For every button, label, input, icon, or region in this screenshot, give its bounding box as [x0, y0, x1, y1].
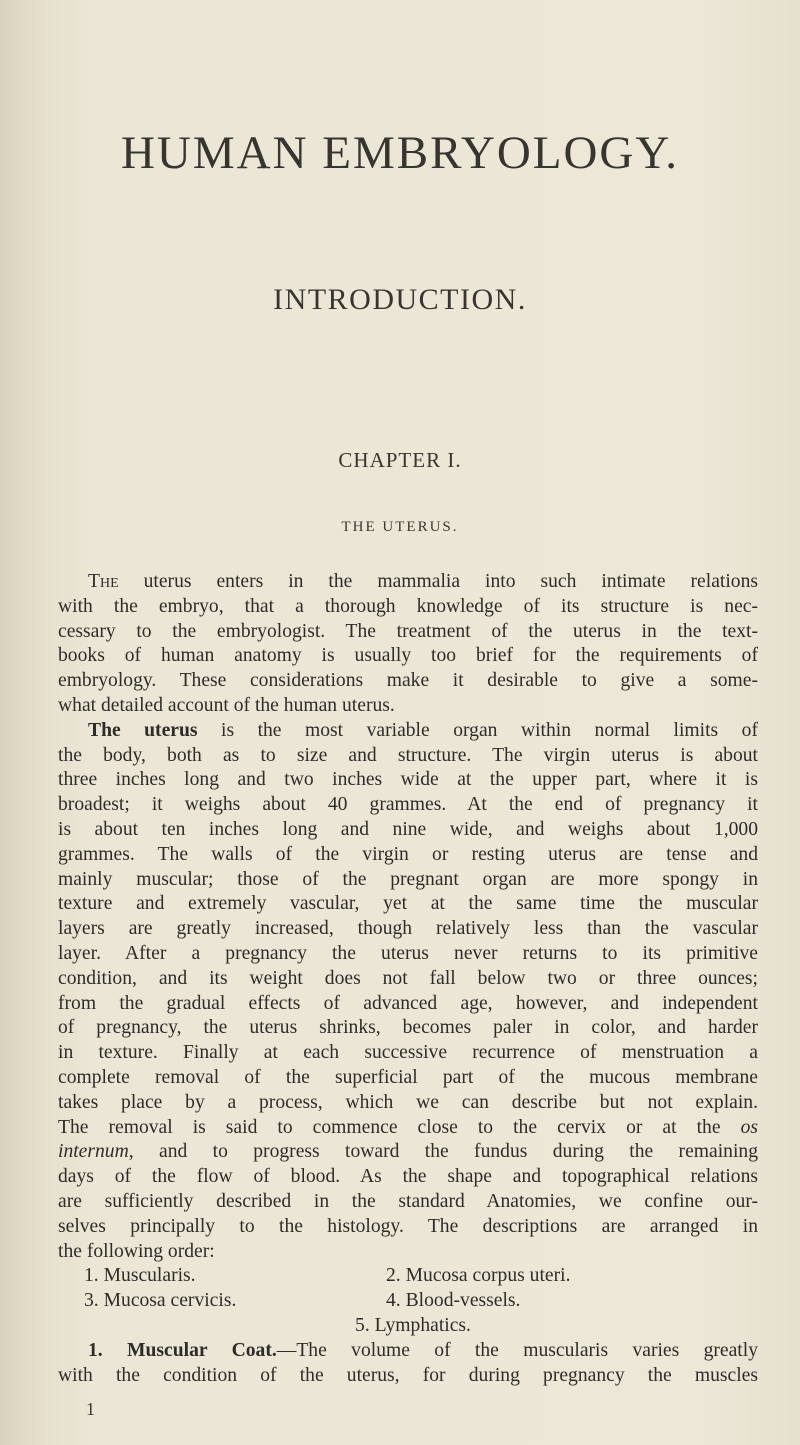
book-title: HUMAN EMBRYOLOGY. [120, 127, 680, 179]
paragraph-line: is about ten inches long and nine wide, and weighs about 1,000 [58, 818, 758, 840]
paragraph-line: embryology. These considerations make it desirable to give a some- [58, 670, 758, 692]
italic-term: internum [58, 1141, 129, 1163]
italic-term: os [740, 1116, 758, 1138]
paragraph-line: in texture. Finally at each successive recurrence of menstruation a [58, 1042, 758, 1064]
paragraph-line: layer. After a pregnancy the uterus never returns to its primitive [58, 942, 758, 964]
paragraph-line: books of human anatomy is usually too brief for the requirements of [58, 645, 758, 667]
page-number: 1 [86, 1399, 95, 1419]
paragraph-line: The uterus enters in the mammalia into such intimate relations [88, 571, 758, 592]
paragraph-lead: The uterus [88, 719, 198, 741]
paragraph-line: layers are greatly increased, though relatively less than the vascular [58, 918, 758, 940]
paragraph-line: of pregnancy, the uterus shrinks, becomes paler in color, and harder [58, 1017, 758, 1039]
list-item: 2. Mucosa corpus uteri. [386, 1265, 571, 1287]
list-row [58, 1289, 758, 1314]
paragraph-line: are sufficiently described in the standard Anatomies, we confine our- [58, 1190, 758, 1212]
paragraph-line: internum, and to progress toward the fundus during the remaining [58, 1141, 758, 1163]
paragraph-line: with the condition of the uterus, for during pregnancy the muscles [58, 1364, 758, 1386]
paragraph-line: what detailed account of the human uterus. [58, 694, 395, 716]
body-text [58, 570, 758, 1388]
paragraph-line: The removal is said to commence close to the cervix or at the os [58, 1116, 758, 1138]
paragraph-line: with the embryo, that a thorough knowledge of its structure is nec- [58, 595, 758, 617]
list-item: 4. Blood-vessels. [386, 1290, 521, 1312]
paragraph-line: days of the flow of blood. As the shape and topographical relations [58, 1166, 758, 1188]
paragraph-lead: The [88, 571, 119, 592]
list-item: 3. Mucosa cervicis. [84, 1290, 237, 1312]
paragraph-line: broadest; it weighs about 40 grammes. At the end of pregnancy it [58, 794, 758, 816]
paragraph-line: from the gradual effects of advanced age, however, and independent [58, 992, 758, 1014]
paragraph-line: takes place by a process, which we can describe but not explain. [58, 1091, 758, 1113]
paragraph-line: texture and extremely vascular, yet at the same time the muscular [58, 893, 758, 915]
paragraph-line: three inches long and two inches wide at the upper part, where it is [58, 769, 758, 791]
paragraph-line: the following order: [58, 1240, 215, 1262]
section-title: INTRODUCTION. [273, 283, 527, 316]
list-item: 5. Lymphatics. [355, 1314, 471, 1336]
paragraph-line: complete removal of the superficial part of the mucous membrane [58, 1066, 758, 1088]
paragraph-line: selves principally to the histology. The descriptions are arranged in [58, 1215, 758, 1237]
list-row [58, 1264, 758, 1289]
list-item: 1. Muscularis. [84, 1265, 196, 1287]
paragraph-line: grammes. The walls of the virgin or resting uterus are tense and [58, 843, 758, 865]
paragraph-line: 1. Muscular Coat.—The volume of the muscularis varies greatly [88, 1339, 758, 1361]
paragraph-lead: 1. Muscular Coat. [88, 1339, 277, 1361]
paragraph-line: cessary to the embryologist. The treatment of the uterus in the text- [58, 620, 758, 642]
paragraph-line: the body, both as to size and structure. The virgin uterus is about [58, 744, 758, 766]
paragraph-line: condition, and its weight does not fall below two or three ounces; [58, 967, 758, 989]
paragraph-line: The uterus is the most variable organ within normal limits of [88, 719, 758, 741]
chapter-heading: CHAPTER I. [338, 448, 462, 472]
paragraph-line: mainly muscular; those of the pregnant organ are more spongy in [58, 868, 758, 890]
chapter-subject: THE UTERUS. [341, 519, 459, 535]
